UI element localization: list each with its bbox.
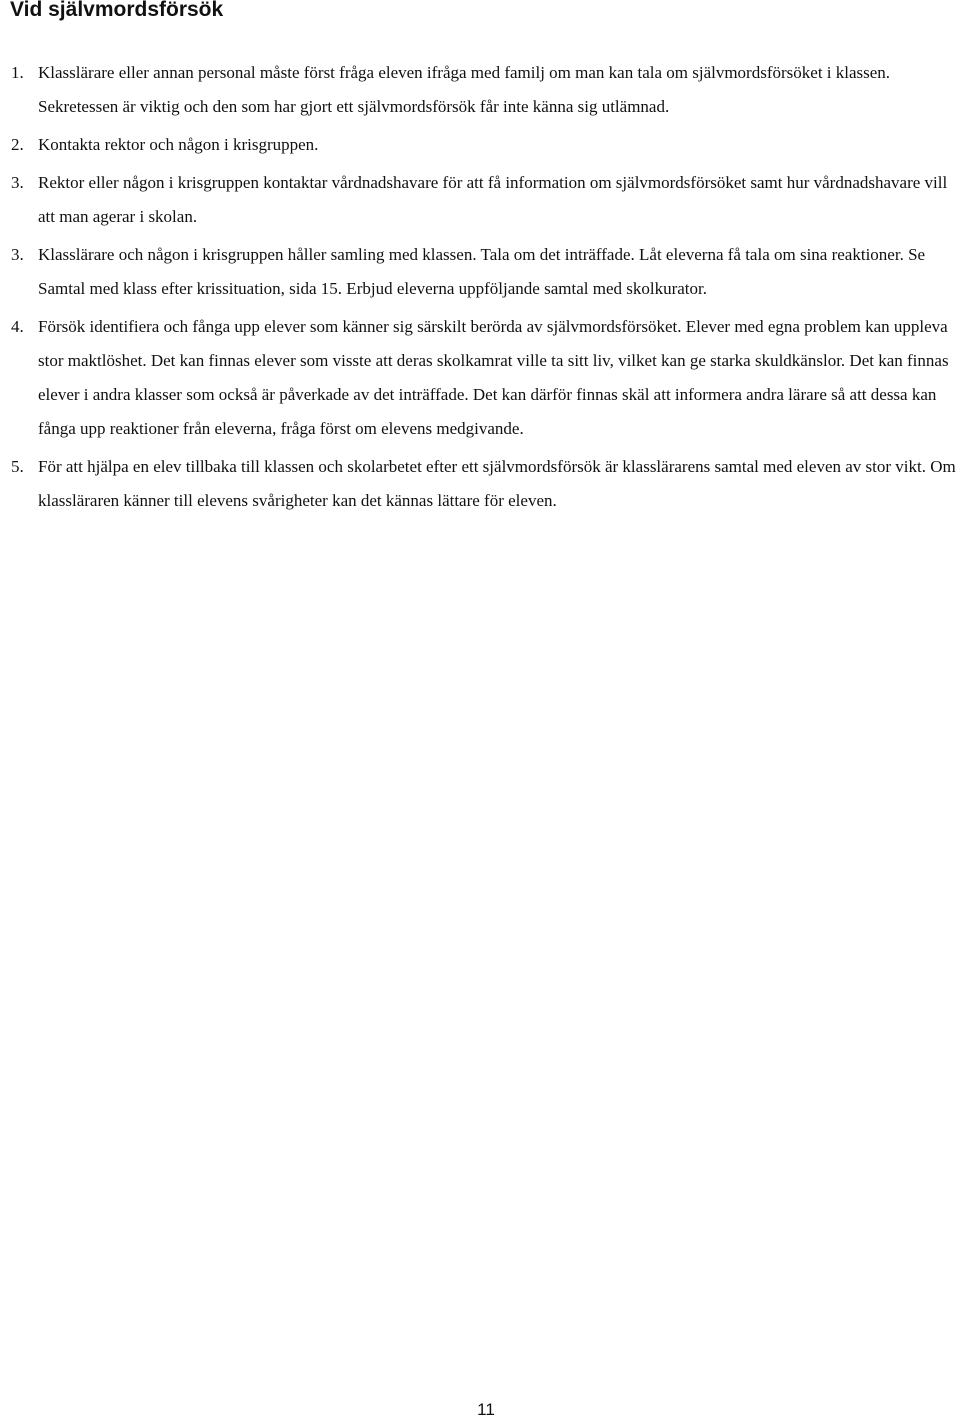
list-item bbox=[0, 166, 960, 234]
list-item-number: 5. bbox=[11, 457, 24, 476]
list-item-text: Rektor eller någon i krisgruppen kontaktar vårdnadshavare för att få information om självmordsförsöket samt hur vårdnadshavare vill att man agerar i skolan. bbox=[38, 173, 948, 226]
list-item-number: 2. bbox=[11, 135, 24, 154]
page-number: 11 bbox=[477, 1400, 495, 1419]
instruction-list bbox=[0, 56, 960, 522]
list-item bbox=[0, 56, 960, 124]
list-item-text: Klasslärare eller annan personal måste först fråga eleven ifråga med familj om man kan tala om självmordsförsöket i klassen. Sekretessen är viktig och den som har gjort ett självmordsförsök får inte känna sig utlämnad. bbox=[38, 63, 891, 116]
list-item-text: Försök identifiera och fånga upp elever som känner sig särskilt berörda av självmordsförsöket. Elever med egna problem kan uppleva stor maktlöshet. Det kan finnas elever som visste att deras skolkamrat ville ta sitt liv, vilket kan ge starka skuldkänslor. Det kan finnas elever i andra klasser som också är påverkade av det inträffade. Det kan därför finnas skäl att informera andra lärare så att dessa kan fånga upp reaktioner från eleverna, fråga först om elevens medgivande. bbox=[38, 317, 949, 438]
list-item-number: 1. bbox=[11, 63, 24, 82]
page-title: Vid självmordsförsök bbox=[10, 0, 224, 21]
list-item bbox=[0, 128, 960, 162]
list-item-number: 3. bbox=[11, 173, 24, 192]
list-item-number: 4. bbox=[11, 317, 24, 336]
list-item-text: Klasslärare och någon i krisgruppen håller samling med klassen. Tala om det inträffade. Låt eleverna få tala om sina reaktioner. Se Samtal med klass efter krissituation, sida 15. Erbjud eleverna uppföljande samtal med skolkurator. bbox=[38, 245, 926, 298]
list-item-text: Kontakta rektor och någon i krisgruppen. bbox=[38, 135, 319, 154]
list-item-number: 3. bbox=[11, 245, 24, 264]
list-item-text: För att hjälpa en elev tillbaka till klassen och skolarbetet efter ett självmordsförsök är klasslärarens samtal med eleven av stor vikt. Om klassläraren känner till elevens svårigheter kan det kännas lättare för eleven. bbox=[38, 457, 956, 510]
list-item bbox=[0, 310, 960, 446]
list-item bbox=[0, 238, 960, 306]
list-item bbox=[0, 450, 960, 518]
